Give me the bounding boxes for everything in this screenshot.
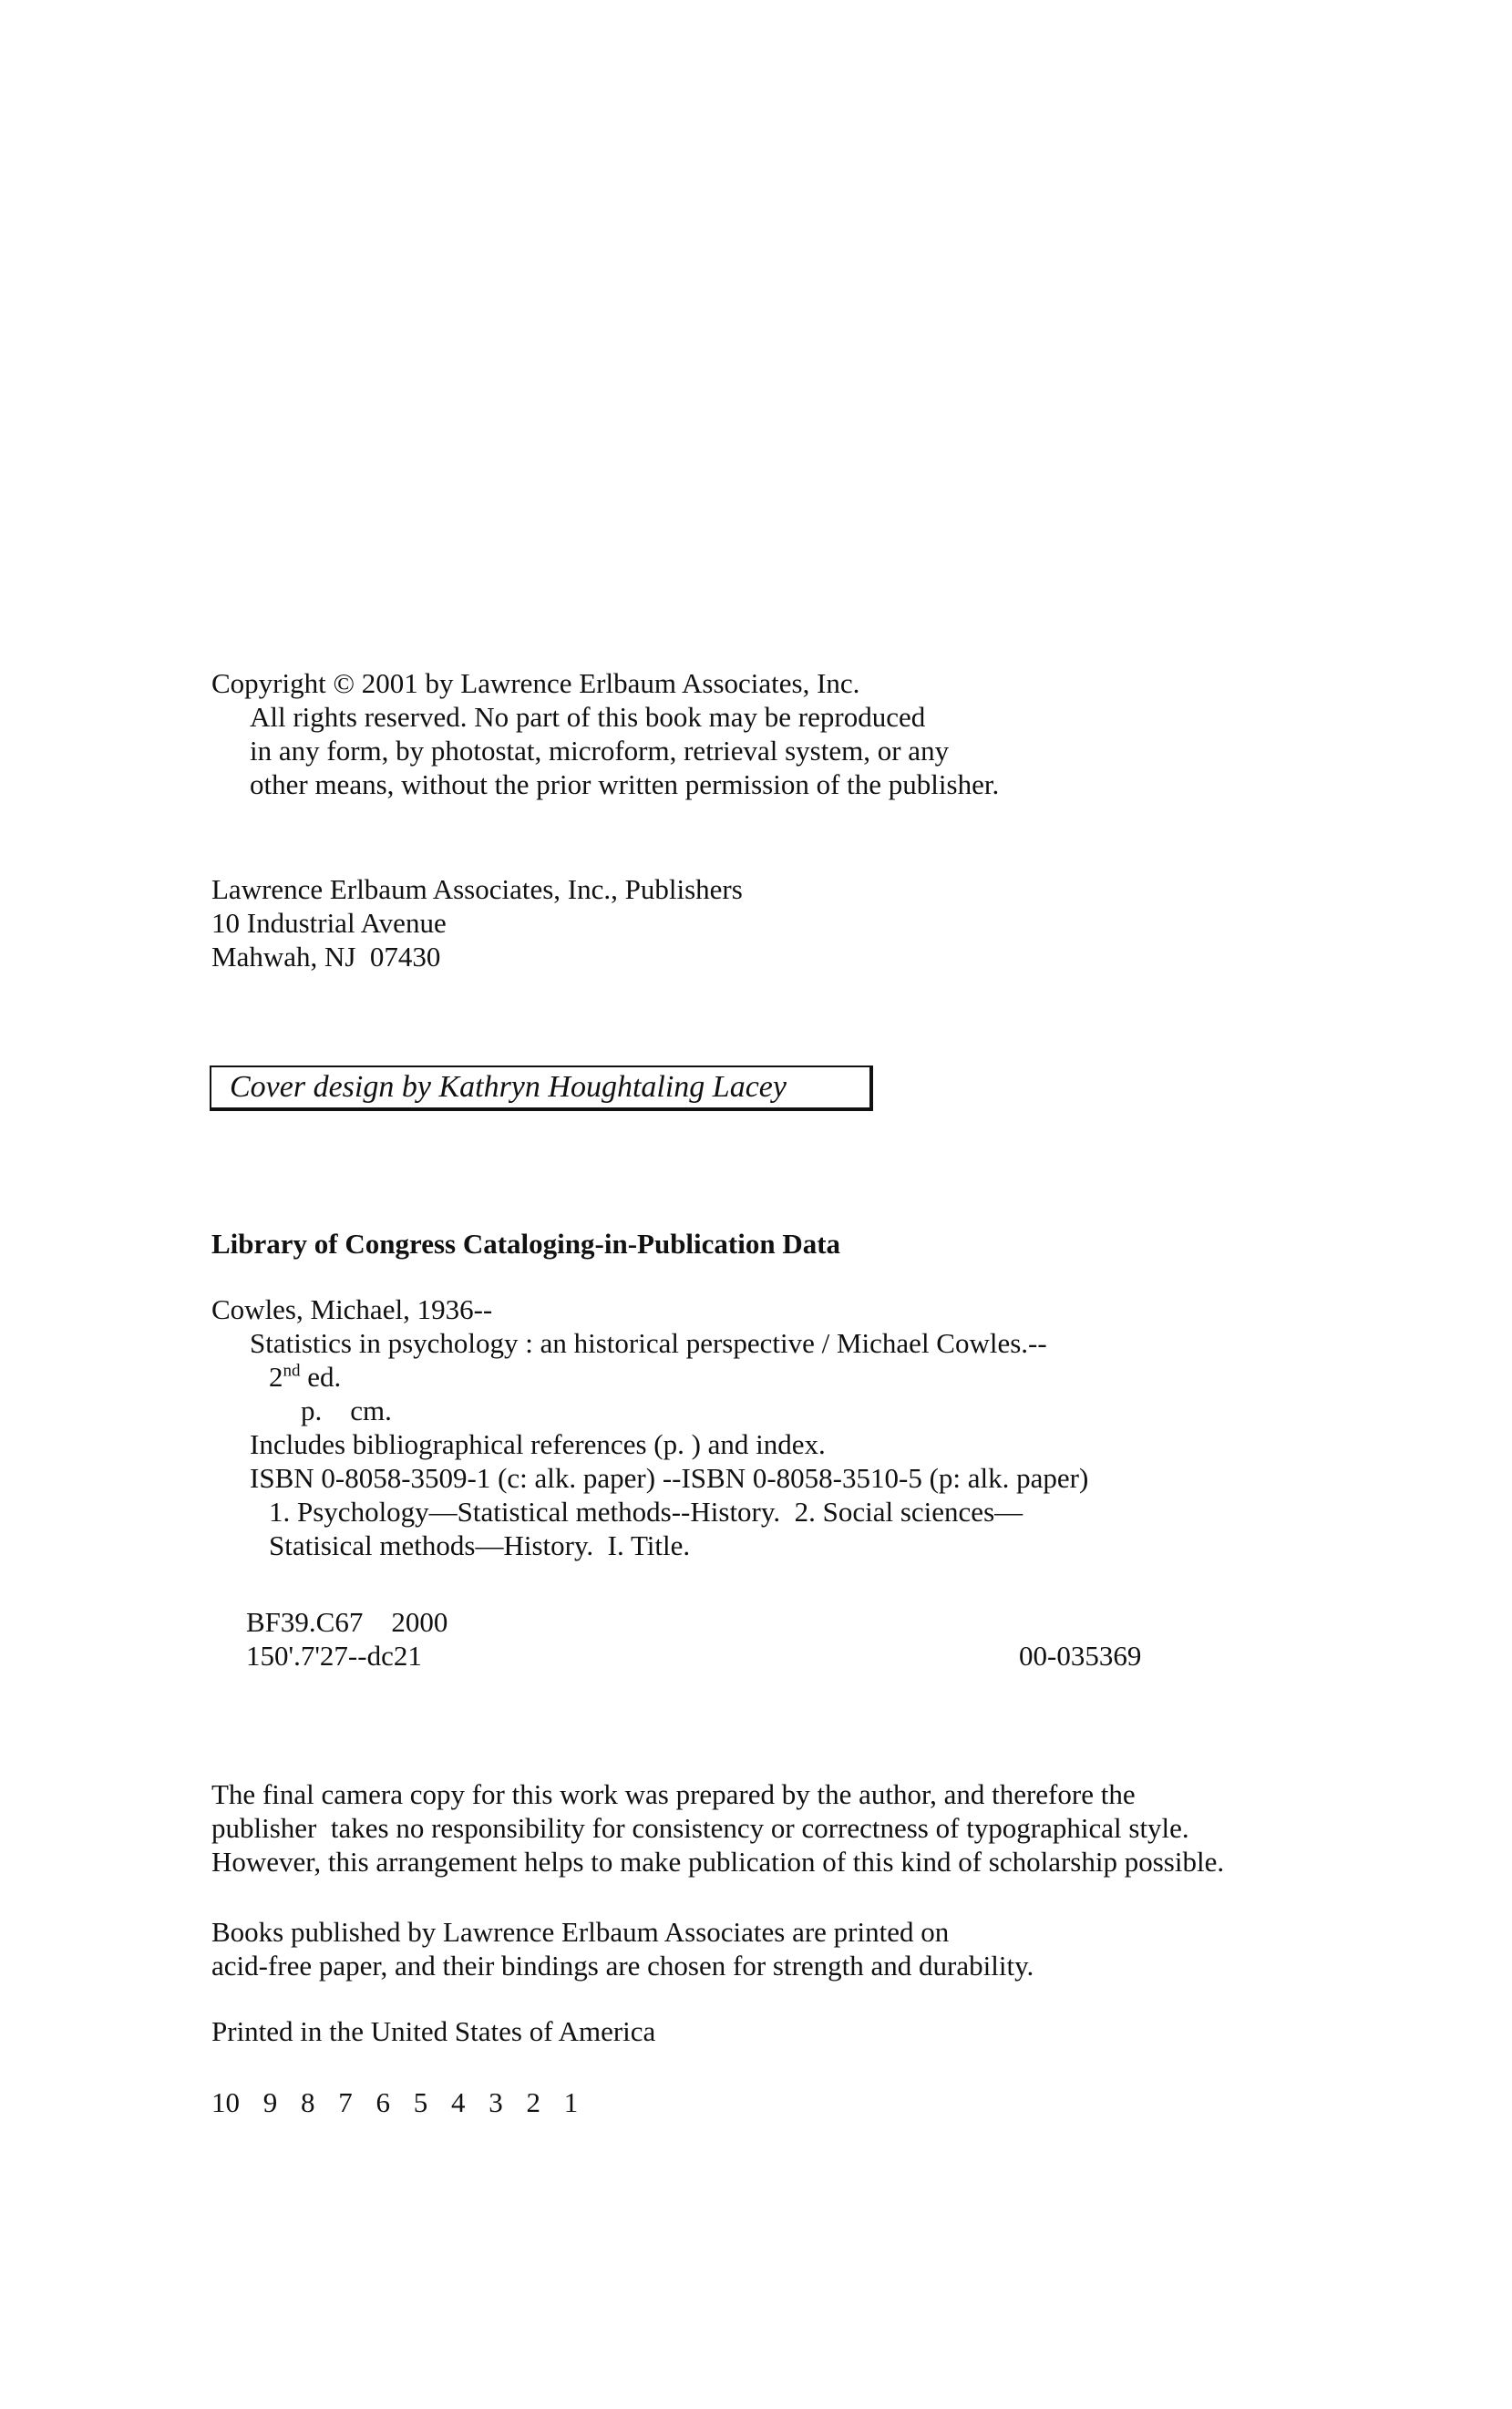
cip-notes: Includes bibliographical references (p. ) and index. xyxy=(250,1428,826,1460)
paper-line: Books published by Lawrence Erlbaum Associates are printed on xyxy=(211,1916,950,1948)
rights-line: in any form, by photostat, microform, retrieval system, or any xyxy=(250,735,950,767)
printing-line xyxy=(211,2085,594,2119)
cip-title-line: Statistics in psychology : an historical perspective / Michael Cowles.-- xyxy=(250,1327,1047,1359)
edition-suffix: ed. xyxy=(300,1361,342,1393)
printing-number: 9 xyxy=(262,2086,278,2118)
cip-isbn: ISBN 0-8058-3509-1 (c: alk. paper) --ISBN 0-8058-3510-5 (p: alk. paper) xyxy=(250,1462,1089,1494)
printing-number: 10 xyxy=(211,2086,240,2118)
cip-author: Cowles, Michael, 1936-- xyxy=(211,1293,493,1325)
copyright-notice xyxy=(211,666,999,801)
cip-dewey: 150'.7'27--dc21 xyxy=(246,1640,422,1672)
rights-line: All rights reserved. No part of this book may be reproduced xyxy=(250,701,926,733)
cip-record xyxy=(211,1292,1088,1562)
cip-physical: p. cm. xyxy=(301,1395,392,1426)
edition-number: 2 xyxy=(269,1361,283,1393)
printing-number: 7 xyxy=(338,2086,353,2118)
copyright-line: Copyright © 2001 by Lawrence Erlbaum Associates, Inc. xyxy=(211,667,860,699)
printing-number: 4 xyxy=(451,2086,466,2118)
publisher-street: 10 Industrial Avenue xyxy=(211,907,447,939)
cip-lccn: 00-035369 xyxy=(1019,1640,1142,1672)
cip-lcc: BF39.C67 2000 xyxy=(246,1606,448,1638)
cover-credit-box xyxy=(210,1066,873,1111)
cip-classification xyxy=(246,1605,447,1673)
rights-line: other means, without the prior written permission of the publisher. xyxy=(250,768,1000,800)
printing-number: 5 xyxy=(413,2086,428,2118)
camera-copy-notice xyxy=(211,1777,1224,1879)
cover-credit: Cover design by Kathryn Houghtaling Lacey xyxy=(230,1070,787,1104)
printing-number: 1 xyxy=(563,2086,579,2118)
paper-notice xyxy=(211,1915,1034,1982)
printed-in: Printed in the United States of America xyxy=(211,2015,656,2047)
paper-line: acid-free paper, and their bindings are chosen for strength and durability. xyxy=(211,1950,1034,1982)
cip-subjects: Statisical methods—History. I. Title. xyxy=(269,1529,691,1561)
publisher-address xyxy=(211,872,743,973)
notice-line: However, this arrangement helps to make publication of this kind of scholarship possible. xyxy=(211,1846,1225,1878)
edition-superscript: nd xyxy=(283,1361,301,1381)
printing-number: 2 xyxy=(526,2086,540,2118)
printing-number: 6 xyxy=(375,2086,390,2118)
publisher-name: Lawrence Erlbaum Associates, Inc., Publishers xyxy=(211,873,743,905)
notice-line: publisher takes no responsibility for consistency or correctness of typographical style. xyxy=(211,1812,1189,1844)
printing-number: 8 xyxy=(301,2086,315,2118)
cip-heading: Library of Congress Cataloging-in-Publication Data xyxy=(211,1228,841,1260)
printing-number: 3 xyxy=(489,2086,503,2118)
publisher-city: Mahwah, NJ 07430 xyxy=(211,941,441,973)
cip-edition xyxy=(211,1360,1088,1394)
notice-line: The final camera copy for this work was prepared by the author, and therefore the xyxy=(211,1778,1136,1810)
cip-subjects: 1. Psychology—Statistical methods--History. 2. Social sciences— xyxy=(269,1496,1023,1528)
